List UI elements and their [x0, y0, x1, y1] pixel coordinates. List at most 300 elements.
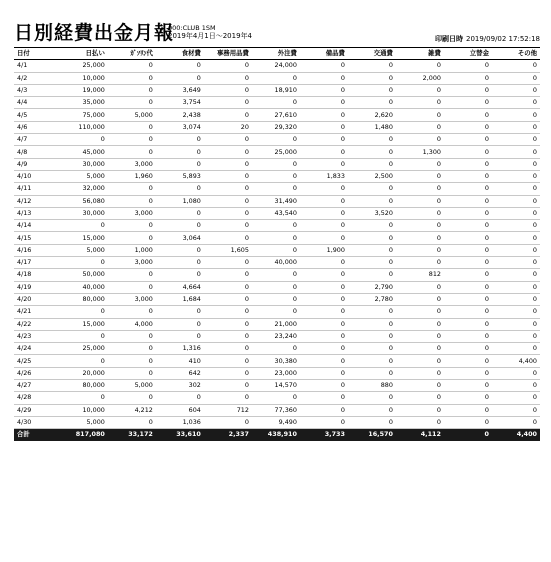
amount-cell: 0: [300, 146, 348, 158]
table-row: [14, 195, 540, 207]
amount-cell: 0: [444, 380, 492, 392]
amount-cell: 75,000: [60, 109, 108, 121]
amount-cell: 0: [492, 121, 540, 133]
amount-cell: 5,000: [108, 380, 156, 392]
amount-cell: 0: [396, 318, 444, 330]
column-header: 食材費: [156, 48, 204, 60]
amount-cell: 40,000: [252, 257, 300, 269]
amount-cell: 0: [156, 220, 204, 232]
amount-cell: 23,240: [252, 330, 300, 342]
total-cell: 33,610: [156, 429, 204, 441]
amount-cell: 0: [444, 416, 492, 428]
amount-cell: 0: [396, 195, 444, 207]
amount-cell: 880: [348, 380, 396, 392]
amount-cell: 4,212: [108, 404, 156, 416]
table-body: [14, 60, 540, 429]
amount-cell: 1,684: [156, 293, 204, 305]
row-date-cell: 4/17: [14, 257, 60, 269]
column-header: 交通費: [348, 48, 396, 60]
table-header: [14, 48, 540, 60]
amount-cell: 0: [492, 281, 540, 293]
amount-cell: 0: [108, 330, 156, 342]
amount-cell: 0: [348, 392, 396, 404]
amount-cell: 4,400: [492, 355, 540, 367]
header-row: [14, 48, 540, 60]
amount-cell: 2,500: [348, 170, 396, 182]
row-date-cell: 4/24: [14, 343, 60, 355]
table-row: [14, 183, 540, 195]
row-date-cell: 4/13: [14, 207, 60, 219]
amount-cell: 0: [444, 392, 492, 404]
amount-cell: 45,000: [60, 146, 108, 158]
amount-cell: 0: [348, 72, 396, 84]
amount-cell: 0: [444, 257, 492, 269]
amount-cell: 80,000: [60, 293, 108, 305]
amount-cell: 0: [204, 306, 252, 318]
amount-cell: 0: [156, 60, 204, 72]
amount-cell: 0: [108, 121, 156, 133]
column-header: 外注費: [252, 48, 300, 60]
amount-cell: 1,000: [108, 244, 156, 256]
amount-cell: 0: [492, 170, 540, 182]
total-cell: 33,172: [108, 429, 156, 441]
amount-cell: 3,520: [348, 207, 396, 219]
amount-cell: 0: [492, 293, 540, 305]
row-date-cell: 4/25: [14, 355, 60, 367]
amount-cell: 0: [204, 146, 252, 158]
amount-cell: 32,000: [60, 183, 108, 195]
total-cell: 16,570: [348, 429, 396, 441]
column-header: 事務用品費: [204, 48, 252, 60]
amount-cell: 20: [204, 121, 252, 133]
amount-cell: 0: [492, 232, 540, 244]
amount-cell: 3,074: [156, 121, 204, 133]
amount-cell: 0: [108, 355, 156, 367]
amount-cell: 0: [156, 72, 204, 84]
amount-cell: 0: [492, 183, 540, 195]
amount-cell: 0: [108, 60, 156, 72]
amount-cell: 0: [252, 392, 300, 404]
row-date-cell: 4/21: [14, 306, 60, 318]
amount-cell: 0: [300, 281, 348, 293]
column-header: 立替金: [444, 48, 492, 60]
amount-cell: 0: [492, 84, 540, 96]
amount-cell: 0: [444, 330, 492, 342]
amount-cell: 0: [348, 269, 396, 281]
row-date-cell: 4/27: [14, 380, 60, 392]
amount-cell: 0: [444, 60, 492, 72]
amount-cell: 0: [252, 183, 300, 195]
amount-cell: 0: [396, 158, 444, 170]
amount-cell: 0: [444, 232, 492, 244]
amount-cell: 0: [396, 343, 444, 355]
amount-cell: 0: [444, 207, 492, 219]
totals-label: 合計: [14, 429, 60, 441]
amount-cell: 31,490: [252, 195, 300, 207]
amount-cell: 0: [60, 220, 108, 232]
amount-cell: 3,000: [108, 257, 156, 269]
row-date-cell: 4/22: [14, 318, 60, 330]
row-date-cell: 4/10: [14, 170, 60, 182]
amount-cell: 0: [300, 109, 348, 121]
amount-cell: 15,000: [60, 232, 108, 244]
amount-cell: 0: [348, 220, 396, 232]
amount-cell: 0: [396, 367, 444, 379]
table-row: [14, 367, 540, 379]
row-date-cell: 4/11: [14, 183, 60, 195]
amount-cell: 0: [204, 318, 252, 330]
amount-cell: 0: [444, 121, 492, 133]
amount-cell: 0: [204, 207, 252, 219]
amount-cell: 30,000: [60, 158, 108, 170]
amount-cell: 0: [156, 207, 204, 219]
amount-cell: 2,620: [348, 109, 396, 121]
amount-cell: 0: [108, 367, 156, 379]
row-date-cell: 4/1: [14, 60, 60, 72]
table-row: [14, 220, 540, 232]
amount-cell: 21,000: [252, 318, 300, 330]
amount-cell: 0: [204, 220, 252, 232]
amount-cell: 410: [156, 355, 204, 367]
amount-cell: 0: [348, 60, 396, 72]
amount-cell: 0: [156, 306, 204, 318]
amount-cell: 0: [348, 97, 396, 109]
row-date-cell: 4/7: [14, 134, 60, 146]
amount-cell: 0: [444, 134, 492, 146]
amount-cell: 10,000: [60, 404, 108, 416]
amount-cell: 0: [348, 146, 396, 158]
expense-table: [14, 47, 540, 441]
table-row: [14, 134, 540, 146]
amount-cell: 0: [108, 416, 156, 428]
amount-cell: 0: [300, 392, 348, 404]
row-date-cell: 4/8: [14, 146, 60, 158]
amount-cell: 0: [300, 318, 348, 330]
print-timestamp: [435, 35, 540, 44]
amount-cell: 0: [60, 392, 108, 404]
amount-cell: 0: [300, 355, 348, 367]
amount-cell: 2,438: [156, 109, 204, 121]
amount-cell: 712: [204, 404, 252, 416]
amount-cell: 15,000: [60, 318, 108, 330]
amount-cell: 14,570: [252, 380, 300, 392]
amount-cell: 0: [204, 380, 252, 392]
amount-cell: 27,610: [252, 109, 300, 121]
table-row: [14, 170, 540, 182]
amount-cell: 0: [204, 367, 252, 379]
amount-cell: 0: [300, 293, 348, 305]
amount-cell: 0: [444, 146, 492, 158]
amount-cell: 0: [396, 84, 444, 96]
amount-cell: 0: [396, 121, 444, 133]
amount-cell: 0: [300, 72, 348, 84]
amount-cell: 0: [204, 158, 252, 170]
amount-cell: 0: [396, 293, 444, 305]
amount-cell: 812: [396, 269, 444, 281]
table-row: [14, 318, 540, 330]
table-row: [14, 72, 540, 84]
amount-cell: 0: [204, 392, 252, 404]
amount-cell: 2,790: [348, 281, 396, 293]
amount-cell: 0: [252, 306, 300, 318]
column-header: 雑費: [396, 48, 444, 60]
amount-cell: 0: [204, 183, 252, 195]
total-cell: 4,400: [492, 429, 540, 441]
amount-cell: 0: [204, 60, 252, 72]
amount-cell: 29,320: [252, 121, 300, 133]
amount-cell: 5,893: [156, 170, 204, 182]
amount-cell: 0: [444, 281, 492, 293]
amount-cell: 3,000: [108, 158, 156, 170]
amount-cell: 0: [252, 97, 300, 109]
amount-cell: 0: [204, 330, 252, 342]
amount-cell: 0: [396, 355, 444, 367]
row-date-cell: 4/20: [14, 293, 60, 305]
amount-cell: 0: [492, 306, 540, 318]
amount-cell: 0: [204, 355, 252, 367]
amount-cell: 0: [492, 269, 540, 281]
amount-cell: 1,900: [300, 244, 348, 256]
row-date-cell: 4/5: [14, 109, 60, 121]
amount-cell: 43,540: [252, 207, 300, 219]
amount-cell: 0: [492, 72, 540, 84]
amount-cell: 1,833: [300, 170, 348, 182]
amount-cell: 0: [444, 367, 492, 379]
amount-cell: 56,080: [60, 195, 108, 207]
amount-cell: 0: [396, 109, 444, 121]
amount-cell: 1,300: [396, 146, 444, 158]
amount-cell: 0: [300, 343, 348, 355]
total-cell: 2,337: [204, 429, 252, 441]
row-date-cell: 4/26: [14, 367, 60, 379]
amount-cell: 18,910: [252, 84, 300, 96]
amount-cell: 0: [444, 318, 492, 330]
row-date-cell: 4/14: [14, 220, 60, 232]
table-row: [14, 207, 540, 219]
amount-cell: 5,000: [108, 109, 156, 121]
amount-cell: 0: [444, 97, 492, 109]
amount-cell: 0: [396, 97, 444, 109]
report-header: [14, 22, 540, 46]
amount-cell: 0: [444, 404, 492, 416]
amount-cell: 0: [444, 244, 492, 256]
amount-cell: 0: [204, 195, 252, 207]
amount-cell: 0: [348, 232, 396, 244]
totals-row: [14, 429, 540, 441]
row-date-cell: 4/23: [14, 330, 60, 342]
amount-cell: 0: [348, 330, 396, 342]
amount-cell: 0: [204, 97, 252, 109]
total-cell: 4,112: [396, 429, 444, 441]
amount-cell: 0: [204, 269, 252, 281]
row-date-cell: 4/2: [14, 72, 60, 84]
amount-cell: 0: [348, 367, 396, 379]
amount-cell: 0: [108, 97, 156, 109]
amount-cell: 0: [492, 146, 540, 158]
amount-cell: 0: [396, 183, 444, 195]
amount-cell: 25,000: [252, 146, 300, 158]
amount-cell: 9,490: [252, 416, 300, 428]
amount-cell: 642: [156, 367, 204, 379]
amount-cell: 0: [108, 232, 156, 244]
amount-cell: 0: [156, 269, 204, 281]
amount-cell: 3,000: [108, 207, 156, 219]
total-cell: 817,080: [60, 429, 108, 441]
column-header: ｶﾞｿﾘﾝ代: [108, 48, 156, 60]
table-row: [14, 257, 540, 269]
amount-cell: 0: [396, 380, 444, 392]
table-row: [14, 380, 540, 392]
amount-cell: 0: [300, 404, 348, 416]
amount-cell: 0: [300, 232, 348, 244]
amount-cell: 0: [108, 220, 156, 232]
amount-cell: 0: [300, 60, 348, 72]
amount-cell: 1,080: [156, 195, 204, 207]
row-date-cell: 4/12: [14, 195, 60, 207]
amount-cell: 0: [252, 281, 300, 293]
amount-cell: 0: [108, 84, 156, 96]
amount-cell: 0: [108, 306, 156, 318]
amount-cell: 0: [492, 257, 540, 269]
amount-cell: 0: [492, 207, 540, 219]
amount-cell: 1,480: [348, 121, 396, 133]
table-row: [14, 84, 540, 96]
amount-cell: 0: [444, 269, 492, 281]
amount-cell: 30,380: [252, 355, 300, 367]
amount-cell: 0: [108, 281, 156, 293]
total-cell: 0: [444, 429, 492, 441]
amount-cell: 0: [444, 220, 492, 232]
amount-cell: 5,000: [60, 416, 108, 428]
table-row: [14, 281, 540, 293]
table-row: [14, 416, 540, 428]
amount-cell: 0: [492, 195, 540, 207]
table-row: [14, 97, 540, 109]
table-row: [14, 269, 540, 281]
amount-cell: 0: [300, 121, 348, 133]
amount-cell: 0: [300, 269, 348, 281]
amount-cell: 0: [492, 318, 540, 330]
amount-cell: 0: [252, 134, 300, 146]
amount-cell: 0: [60, 134, 108, 146]
amount-cell: 0: [156, 318, 204, 330]
amount-cell: 0: [156, 134, 204, 146]
amount-cell: 0: [444, 109, 492, 121]
amount-cell: 0: [300, 367, 348, 379]
amount-cell: 25,000: [60, 343, 108, 355]
amount-cell: 0: [252, 232, 300, 244]
amount-cell: 0: [108, 146, 156, 158]
row-date-cell: 4/3: [14, 84, 60, 96]
amount-cell: 0: [492, 404, 540, 416]
amount-cell: 0: [396, 306, 444, 318]
row-date-cell: 4/4: [14, 97, 60, 109]
amount-cell: 3,754: [156, 97, 204, 109]
amount-cell: 3,000: [108, 293, 156, 305]
amount-cell: 0: [396, 60, 444, 72]
table-row: [14, 293, 540, 305]
amount-cell: 0: [204, 109, 252, 121]
amount-cell: 0: [492, 97, 540, 109]
amount-cell: 0: [300, 330, 348, 342]
amount-cell: 0: [396, 404, 444, 416]
amount-cell: 0: [204, 416, 252, 428]
row-date-cell: 4/29: [14, 404, 60, 416]
amount-cell: 0: [492, 367, 540, 379]
amount-cell: 0: [348, 257, 396, 269]
amount-cell: 0: [300, 195, 348, 207]
amount-cell: 0: [300, 158, 348, 170]
table-row: [14, 158, 540, 170]
amount-cell: 0: [252, 269, 300, 281]
amount-cell: 0: [156, 146, 204, 158]
amount-cell: 0: [156, 257, 204, 269]
amount-cell: 0: [108, 134, 156, 146]
amount-cell: 0: [492, 158, 540, 170]
amount-cell: 2,780: [348, 293, 396, 305]
amount-cell: 0: [492, 416, 540, 428]
amount-cell: 0: [444, 170, 492, 182]
amount-cell: 40,000: [60, 281, 108, 293]
amount-cell: 0: [300, 306, 348, 318]
amount-cell: 0: [396, 207, 444, 219]
amount-cell: 0: [300, 380, 348, 392]
amount-cell: 30,000: [60, 207, 108, 219]
amount-cell: 0: [108, 392, 156, 404]
report-period: 2019年4月1日～2019年4: [168, 32, 252, 40]
amount-cell: 0: [348, 318, 396, 330]
amount-cell: 0: [348, 404, 396, 416]
amount-cell: 0: [396, 392, 444, 404]
total-cell: 438,910: [252, 429, 300, 441]
amount-cell: 0: [204, 281, 252, 293]
amount-cell: 0: [348, 416, 396, 428]
table-row: [14, 355, 540, 367]
amount-cell: 23,000: [252, 367, 300, 379]
amount-cell: 0: [156, 330, 204, 342]
amount-cell: 0: [444, 72, 492, 84]
column-header: 備品費: [300, 48, 348, 60]
amount-cell: 0: [108, 195, 156, 207]
amount-cell: 0: [348, 134, 396, 146]
amount-cell: 0: [204, 232, 252, 244]
amount-cell: 0: [156, 158, 204, 170]
amount-cell: 0: [492, 220, 540, 232]
amount-cell: 77,360: [252, 404, 300, 416]
amount-cell: 0: [252, 72, 300, 84]
table-row: [14, 232, 540, 244]
amount-cell: 0: [396, 257, 444, 269]
amount-cell: 0: [252, 220, 300, 232]
club-code: 000:CLUB 1SM: [168, 24, 216, 32]
amount-cell: 604: [156, 404, 204, 416]
table-row: [14, 392, 540, 404]
amount-cell: 0: [492, 343, 540, 355]
amount-cell: 0: [300, 220, 348, 232]
amount-cell: 0: [396, 244, 444, 256]
amount-cell: 1,605: [204, 244, 252, 256]
column-header: 日付: [14, 48, 60, 60]
amount-cell: 0: [300, 134, 348, 146]
amount-cell: 0: [444, 306, 492, 318]
amount-cell: 0: [492, 380, 540, 392]
amount-cell: 0: [492, 244, 540, 256]
amount-cell: 5,000: [60, 170, 108, 182]
amount-cell: 302: [156, 380, 204, 392]
amount-cell: 0: [300, 207, 348, 219]
amount-cell: 0: [492, 134, 540, 146]
amount-cell: 0: [396, 220, 444, 232]
